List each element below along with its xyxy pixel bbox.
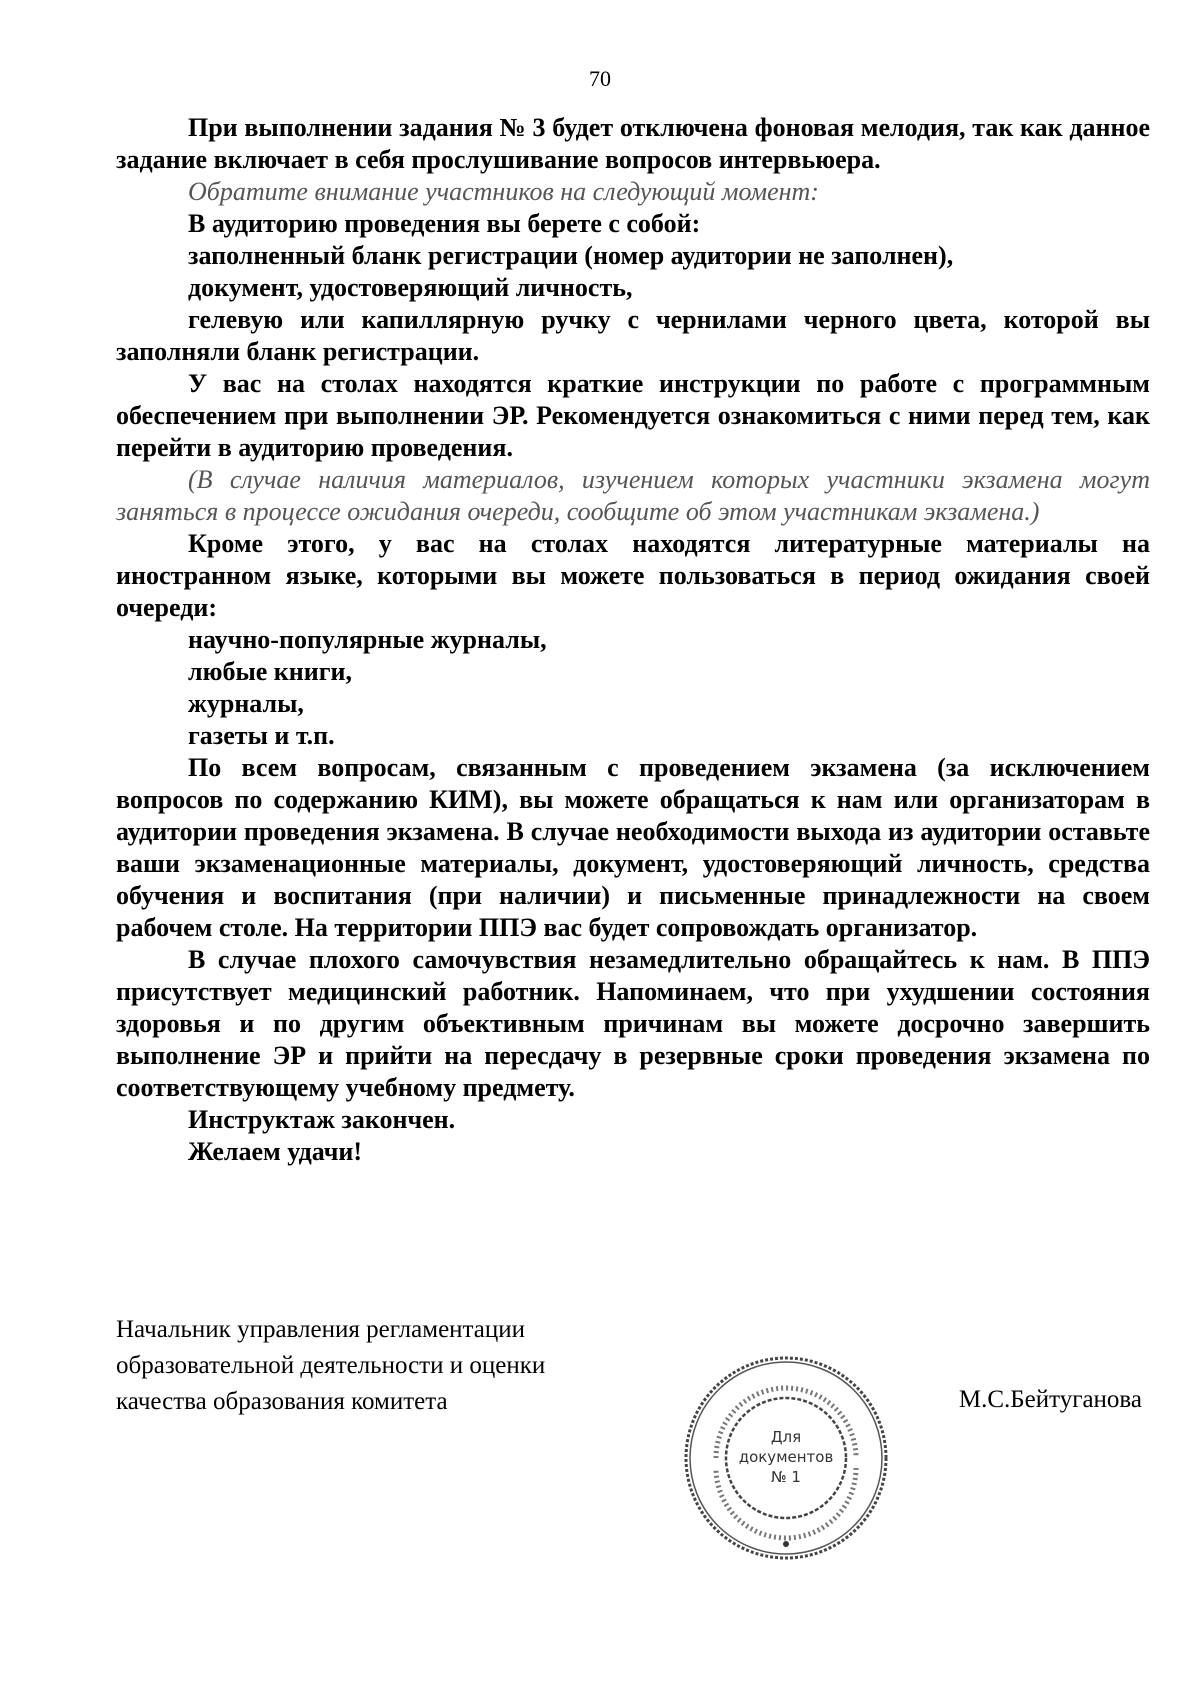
signatory-title-line: Начальник управления регламентации (116, 1316, 526, 1343)
stamp-line-1: Для (770, 1428, 802, 1446)
paragraph-good-luck: Желаем удачи! (188, 1137, 363, 1166)
paragraph-questions: По всем вопросам, связанным с проведением экзамена (за исключением вопросов по содержанию КИМ), вы можете обращаться к нам или организаторам в аудитории проведения экзамена. В случае необходимости выхода из аудитории оставьте ваши экзаменационные материалы, документ, удостоверяющий личность, средства обучения и воспитания (при наличии) и письменные принадлежности на своем рабочем столе. На территории ППЭ вас будет сопровождать организатор. (116, 753, 1150, 942)
paragraph-materials-note: (В случае наличия материалов, изучением которых участники экзамена могут заняться в процессе ожидания очереди, сообщите об этом участникам экзамена.) (116, 465, 1150, 526)
stamp-seal (676, 1348, 896, 1568)
signatory-title-line: образовательной деятельности и оценки (116, 1352, 546, 1379)
paragraph-2-note: Обратите внимание участников на следующий момент: (188, 177, 819, 206)
list-item-registration-form: заполненный бланк регистрации (номер аудитории не заполнен), (188, 241, 954, 270)
paragraph-instructions: У вас на столах находятся краткие инструкции по работе с программным обеспечением при выполнении ЭР. Рекомендуется ознакомиться с ними перед тем, как перейти в аудиторию проведения. (116, 369, 1150, 462)
paragraph-health: В случае плохого самочувствия незамедлительно обращайтесь к нам. В ППЭ присутствует медицинский работник. Напоминаем, что при ухудшении состояния здоровья и по другим объективным причинам вы можете досрочно завершить выполнение ЭР и прийти на пересдачу в резервные сроки проведения экзамена по соответствующему учебному предмету. (116, 945, 1150, 1102)
list-item-id-document: документ, удостоверяющий личность, (188, 273, 633, 302)
signatory-title-line: качества образования комитета (116, 1388, 448, 1415)
stamp-line-3: № 1 (771, 1468, 801, 1486)
list-item-books: любые книги, (188, 657, 353, 686)
paragraph-briefing-over: Инструктаж закончен. (188, 1105, 456, 1134)
stamp-line-2: документов (738, 1448, 834, 1466)
page-number: 70 (589, 66, 611, 91)
list-item-journals: журналы, (188, 689, 304, 718)
paragraph-1: При выполнении задания № 3 будет отключена фоновая мелодия, так как данное задание включает в себя прослушивание вопросов интервьюера. (116, 113, 1150, 174)
signatory-name: М.С.Бейтуганова (958, 1386, 1142, 1413)
paragraph-literature: Кроме этого, у вас на столах находятся литературные материалы на иностранном языке, которыми вы можете пользоваться в период ожидания своей очереди: (116, 529, 1150, 622)
signatory-title (116, 1312, 545, 1420)
document-body (116, 112, 1150, 1168)
paragraph-3: В аудиторию проведения вы берете с собой: (188, 209, 701, 238)
list-item-magazines: научно-популярные журналы, (188, 625, 547, 654)
list-item-newspapers: газеты и т.п. (188, 721, 335, 750)
signature-block (116, 1312, 1150, 1572)
list-item-pen: гелевую или капиллярную ручку с чернилами черного цвета, которой вы заполняли бланк регистрации. (116, 305, 1150, 366)
